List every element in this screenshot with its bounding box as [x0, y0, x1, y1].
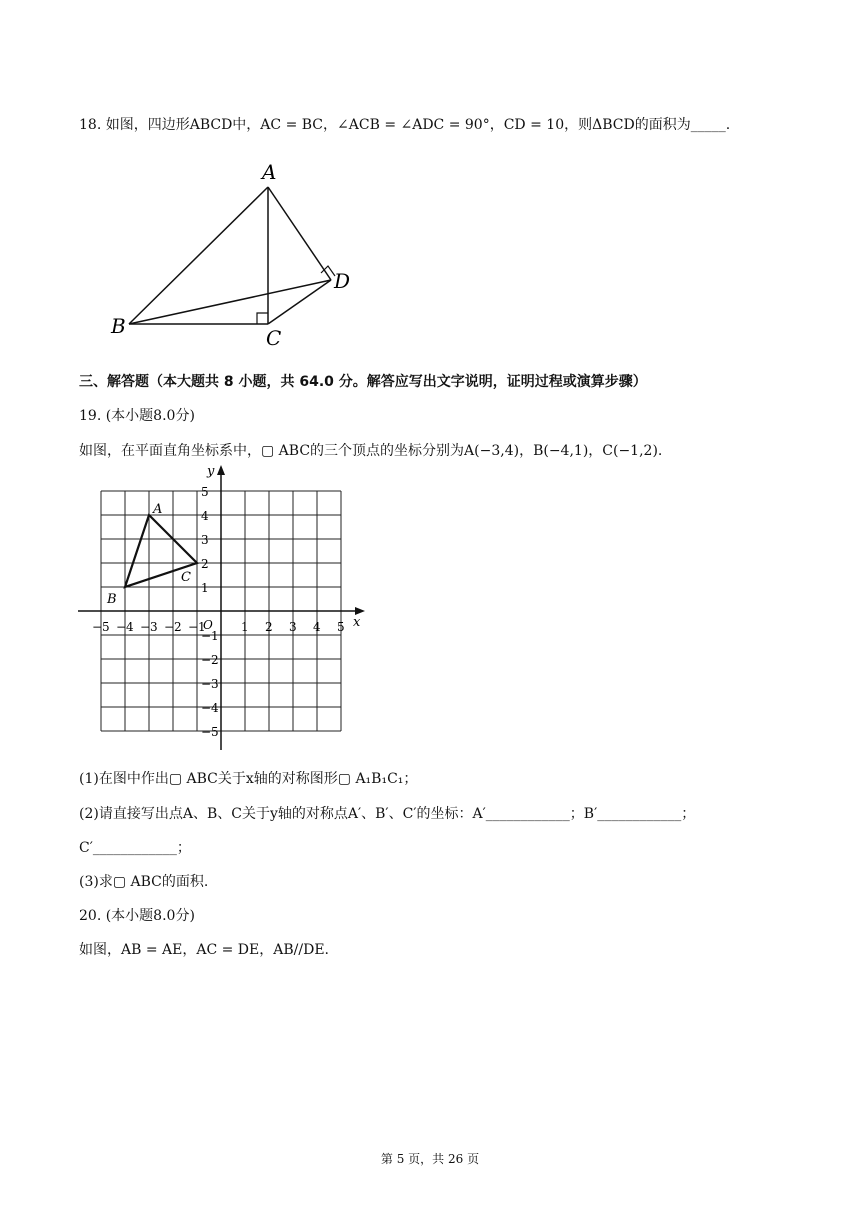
page-footer: 第 5 页，共 26 页: [380, 1152, 480, 1166]
origin-label: O: [203, 618, 213, 632]
y-tick-label: 3: [201, 533, 209, 547]
tick-labels: [92, 485, 345, 739]
label-a: A: [262, 160, 277, 184]
x-tick-label: −5: [92, 620, 110, 634]
label-b: B: [111, 314, 126, 338]
y-tick-label: −4: [201, 701, 219, 715]
label-d: D: [334, 269, 351, 293]
x-tick-label: 5: [337, 620, 345, 634]
x-tick-label: −4: [116, 620, 134, 634]
q18-text: 18. 如图，四边形ABCD中，AC = BC，∠ACB = ∠ADC = 90°，CD = 10，则ΔBCD的面积为_____.: [79, 117, 731, 133]
segment-ad: [268, 187, 331, 280]
section-heading: 三、解答题（本大题共 8 小题，共 64.0 分。解答应写出文字说明，证明过程或演算步骤）: [79, 374, 647, 390]
x-axis-arrow: [355, 607, 365, 615]
y-tick-label: −1: [201, 629, 219, 643]
x-tick-label: 4: [313, 620, 321, 634]
q19-part3: (3)求▢ ABC的面积.: [79, 874, 209, 890]
point-label-b: B: [107, 592, 117, 607]
q19-grid-figure: [70, 460, 370, 755]
q19-intro: 如图，在平面直角坐标系中，▢ ABC的三个顶点的坐标分别为A(−3,4)，B(−4,1)，C(−1,2).: [79, 443, 663, 459]
q20-intro: 如图，AB = AE，AC = DE，AB//DE.: [79, 942, 329, 958]
point-label-a: A: [153, 502, 163, 517]
y-axis-arrow: [217, 465, 225, 475]
q19-header: 19. (本小题8.0分): [79, 408, 195, 424]
q19-part1: (1)在图中作出▢ ABC关于x轴的对称图形▢ A₁B₁C₁；: [79, 771, 418, 787]
y-axis-label: y: [207, 464, 215, 479]
y-tick-label: −2: [201, 653, 219, 667]
x-tick-label: 3: [289, 620, 297, 634]
right-angle-c: [257, 313, 268, 324]
y-tick-label: −5: [201, 725, 219, 739]
x-tick-label: −1: [188, 620, 206, 634]
point-label-c: C: [181, 570, 191, 585]
segment-ab: [129, 187, 268, 324]
y-tick-label: 4: [201, 509, 209, 523]
x-tick-label: 2: [265, 620, 273, 634]
q19-part2: (2)请直接写出点A、B、C关于y轴的对称点A′、B′、C′的坐标：A′____________；B′____________；: [79, 806, 696, 822]
y-tick-label: −3: [201, 677, 219, 691]
x-axis-label: x: [353, 615, 361, 630]
q18-figure: [100, 155, 370, 355]
y-tick-label: 2: [201, 557, 209, 571]
y-tick-label: 1: [201, 581, 209, 595]
label-c: C: [266, 326, 282, 350]
x-tick-label: −3: [140, 620, 158, 634]
q20-header: 20. (本小题8.0分): [79, 908, 195, 924]
x-tick-label: −2: [164, 620, 182, 634]
x-tick-label: 1: [241, 620, 249, 634]
y-tick-label: 5: [201, 485, 209, 499]
q19-part2-continued: C′____________；: [79, 840, 191, 856]
